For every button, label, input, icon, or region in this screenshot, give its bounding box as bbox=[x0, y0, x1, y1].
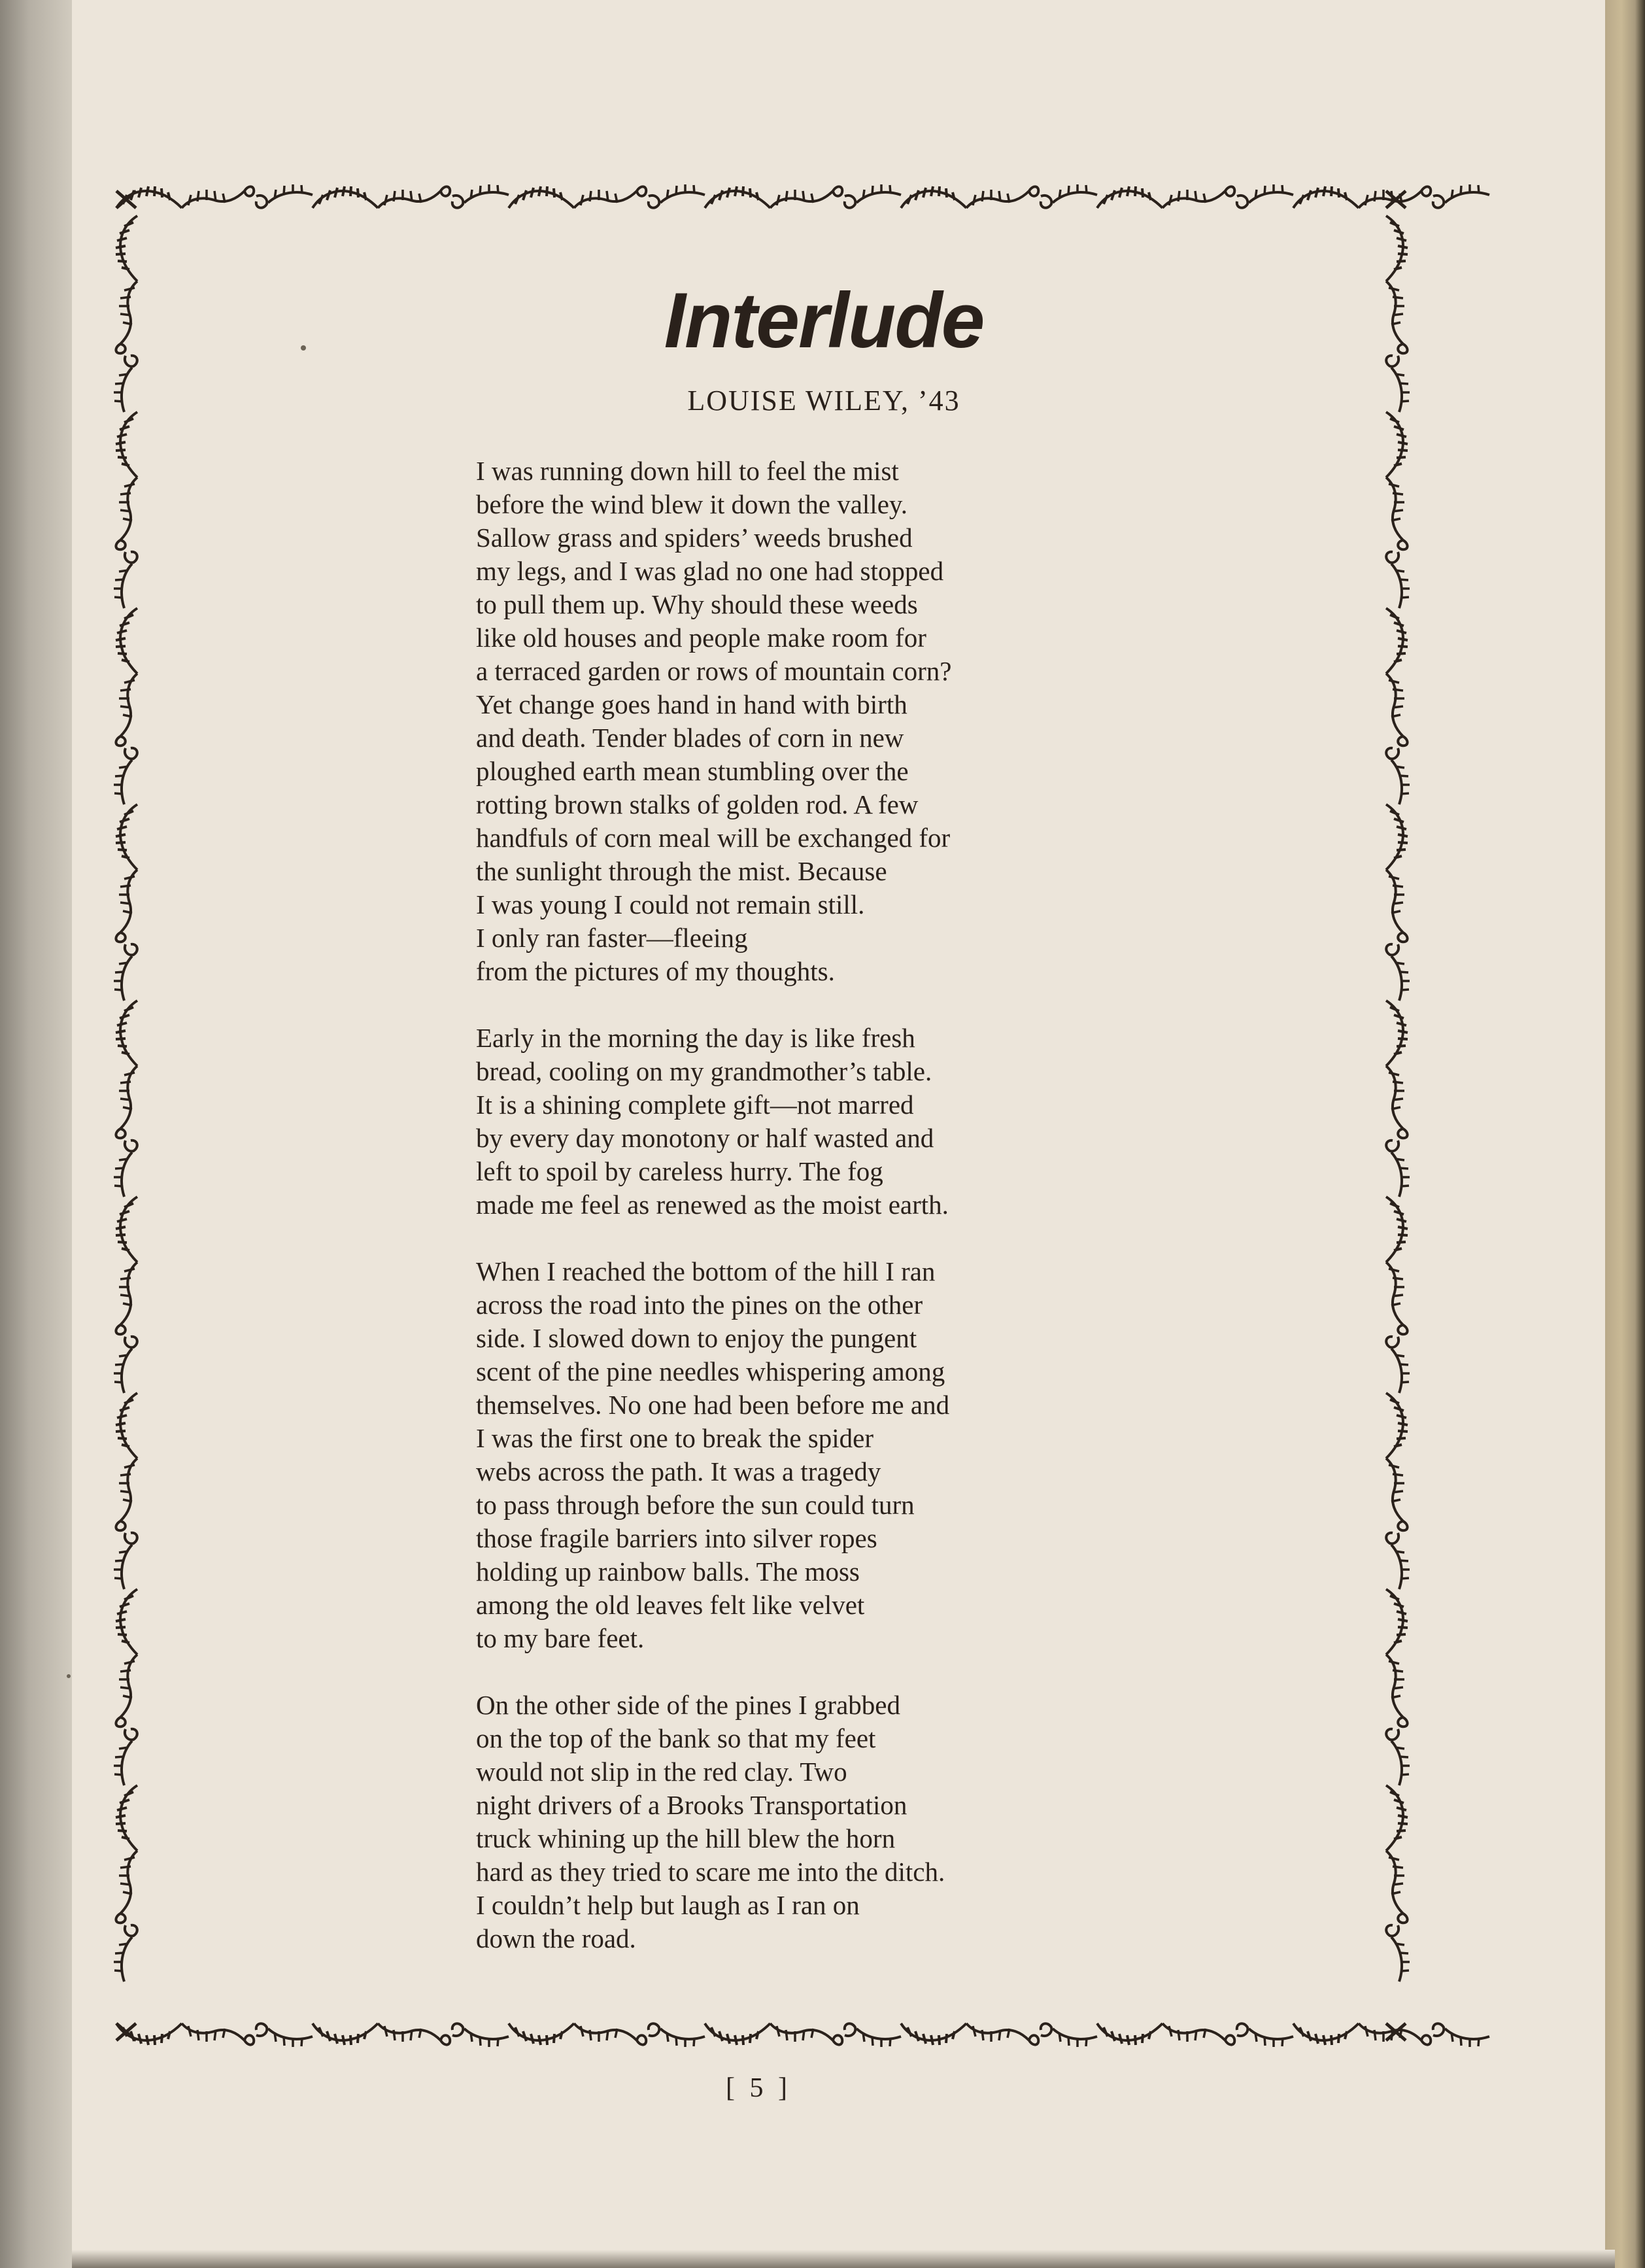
stanza bbox=[476, 1255, 1143, 1655]
poem-line: I was running down hill to feel the mist bbox=[476, 456, 899, 486]
poem-line: It is a shining complete gift—not marred bbox=[476, 1090, 914, 1120]
poem-line: When I reached the bottom of the hill I ran bbox=[476, 1256, 936, 1286]
poem-line: my legs, and I was glad no one had stopped bbox=[476, 556, 944, 586]
poem-line: I only ran faster—fleeing bbox=[476, 923, 748, 953]
poem-line: webs across the path. It was a tragedy bbox=[476, 1456, 881, 1486]
poem-line: On the other side of the pines I grabbed bbox=[476, 1690, 900, 1720]
poem-line: Early in the morning the day is like fresh bbox=[476, 1023, 915, 1053]
author-byline: LOUISE WILEY, ’43 bbox=[687, 385, 960, 417]
paper-speck bbox=[301, 345, 306, 351]
poem-line: night drivers of a Brooks Transportation bbox=[476, 1790, 907, 1820]
poem-line: to my bare feet. bbox=[476, 1623, 645, 1653]
poem-line: I couldn’t help but laugh as I ran on bbox=[476, 1890, 860, 1920]
poem-line: would not slip in the red clay. Two bbox=[476, 1757, 847, 1787]
poem-line: and death. Tender blades of corn in new bbox=[476, 723, 904, 753]
poem-line: I was the first one to break the spider bbox=[476, 1423, 873, 1453]
poem-line: across the road into the pines on the other bbox=[476, 1290, 923, 1320]
poem-line: handfuls of corn meal will be exchanged for bbox=[476, 823, 951, 853]
poem-line: bread, cooling on my grandmother’s table. bbox=[476, 1056, 932, 1086]
border-right bbox=[1386, 216, 1410, 1982]
poem-line: from the pictures of my thoughts. bbox=[476, 956, 835, 986]
stanza bbox=[476, 455, 1143, 988]
paper-speck bbox=[67, 1674, 71, 1678]
poem-line: before the wind blew it down the valley. bbox=[476, 489, 907, 519]
poem-line: Sallow grass and spiders’ weeds brushed bbox=[476, 523, 913, 553]
poem-line: among the old leaves felt like velvet bbox=[476, 1590, 865, 1620]
poem-line: truck whining up the hill blew the horn bbox=[476, 1823, 896, 1853]
poem-line: rotting brown stalks of golden rod. A few bbox=[476, 789, 919, 819]
border-left bbox=[114, 216, 137, 1982]
poem-line: made me feel as renewed as the moist earth. bbox=[476, 1190, 949, 1220]
poem-line: ploughed earth mean stumbling over the bbox=[476, 756, 909, 786]
poem-line: to pass through before the sun could turn bbox=[476, 1490, 915, 1520]
poem-line: left to spoil by careless hurry. The fog bbox=[476, 1156, 883, 1186]
poem-line: scent of the pine needles whispering among bbox=[476, 1356, 945, 1386]
poem-line: themselves. No one had been before me and bbox=[476, 1390, 950, 1420]
poem-line: like old houses and people make room for bbox=[476, 623, 926, 653]
poem-line: by every day monotony or half wasted and bbox=[476, 1123, 934, 1153]
poem-line: I was young I could not remain still. bbox=[476, 889, 865, 919]
poem-line: the sunlight through the mist. Because bbox=[476, 856, 887, 886]
poem-line: those fragile barriers into silver ropes bbox=[476, 1523, 877, 1553]
poem-line: hard as they tried to scare me into the ditch. bbox=[476, 1857, 945, 1887]
poem-line: side. I slowed down to enjoy the pungent bbox=[476, 1323, 917, 1353]
poem-line: holding up rainbow balls. The moss bbox=[476, 1556, 860, 1587]
poem-line: to pull them up. Why should these weeds bbox=[476, 589, 918, 619]
page-number: [ 5 ] bbox=[726, 2073, 791, 2103]
poem-line: Yet change goes hand in hand with birth bbox=[476, 689, 907, 719]
poem-body bbox=[476, 455, 1143, 1989]
stanza bbox=[476, 1689, 1143, 1955]
poem-line: a terraced garden or rows of mountain corn? bbox=[476, 656, 952, 686]
poem-line: on the top of the bank so that my feet bbox=[476, 1723, 876, 1753]
poem-line: down the road. bbox=[476, 1923, 636, 1953]
poem-title: Interlude bbox=[664, 277, 984, 364]
border-bottom bbox=[116, 2023, 1489, 2047]
stanza bbox=[476, 1022, 1143, 1222]
border-top bbox=[116, 184, 1489, 208]
